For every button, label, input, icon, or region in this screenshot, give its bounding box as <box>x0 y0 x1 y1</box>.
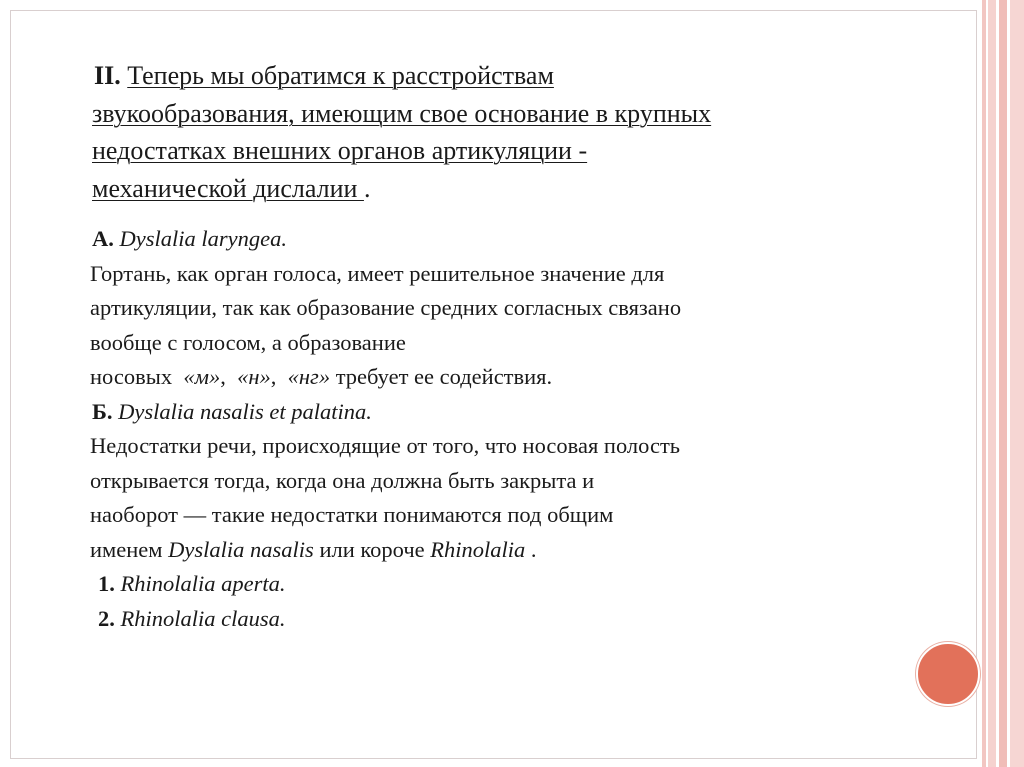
heading-line-3 <box>92 132 912 170</box>
heading-line-2 <box>92 95 912 133</box>
decorative-circle <box>916 642 980 706</box>
term-dyslalia-nasalis: Dyslalia nasalis <box>168 536 314 562</box>
section-a-term: Dyslalia laryngea. <box>119 226 287 251</box>
section-a-line-1: Гортань, как орган голоса, имеет решительное значение для <box>90 260 665 286</box>
heading-text-4: механической дислалии <box>92 173 364 203</box>
section-a-label: А. <box>92 226 114 251</box>
section-a-line-2: артикуляции, так как образование средних согласных связано <box>90 295 682 320</box>
name-end: . <box>525 536 537 562</box>
list-item <box>90 567 910 602</box>
stripe <box>1010 0 1024 767</box>
section-a-nasal-line <box>90 360 910 395</box>
heading-text-1: Теперь мы обратимся к расстройствам <box>127 61 554 90</box>
section-b-title <box>90 395 910 430</box>
sound-n: «н» <box>237 364 271 389</box>
stripe <box>988 0 996 767</box>
nasal-suffix: требует ее содействия. <box>330 364 553 389</box>
section-b-line-2: открывается тогда, когда она должна быть закрыта и <box>90 467 595 493</box>
name-middle: или короче <box>313 536 431 562</box>
list-item-text: Rhinolalia aperta. <box>120 571 286 596</box>
term-rhinolalia: Rhinolalia <box>430 536 526 562</box>
section-b-term: Dyslalia nasalis et palatina. <box>118 398 372 424</box>
decorative-stripes <box>978 0 1024 767</box>
heading-text-3: недостатках внешних органов артикуляции - <box>92 136 588 165</box>
section-a-title <box>90 222 910 257</box>
section-b-label: Б. <box>92 398 113 424</box>
slide-heading <box>92 57 912 207</box>
section-a-line-3: вообще с голосом, а образование <box>90 329 406 355</box>
sound-ng: «нг» <box>287 364 331 389</box>
section-b-name-line <box>90 533 910 568</box>
name-prefix: именем <box>90 536 169 562</box>
section-b-line-3: наоборот — такие недостатки понимаются под общим <box>90 502 614 527</box>
list-item-number: 2. <box>98 605 115 631</box>
list-item <box>90 602 910 637</box>
slide-body <box>90 222 910 636</box>
stripe <box>999 0 1007 767</box>
list-item-text: Rhinolalia clausa. <box>120 605 286 631</box>
section-b-line-1: Недостатки речи, происходящие от того, что носовая полость <box>90 433 681 458</box>
heading-end: . <box>363 173 371 203</box>
separator: , <box>220 364 238 389</box>
list-item-number: 1. <box>98 571 115 596</box>
sound-m: «м» <box>183 364 221 389</box>
heading-line-1 <box>92 57 912 95</box>
stripe <box>982 0 986 767</box>
heading-number: II. <box>94 61 121 90</box>
heading-text-2: звукообразования, имеющим свое основание в крупных <box>92 98 712 128</box>
separator: , <box>270 364 288 389</box>
heading-line-4 <box>92 170 912 208</box>
nasal-prefix: носовых <box>90 364 184 389</box>
